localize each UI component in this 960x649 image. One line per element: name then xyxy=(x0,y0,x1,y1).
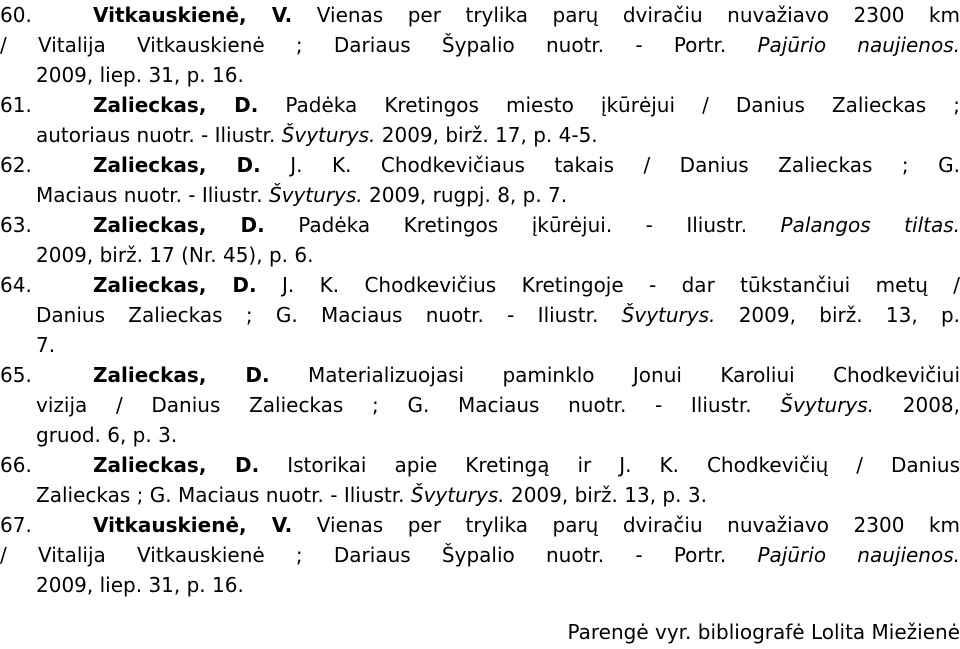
entry-number: 63. xyxy=(0,213,32,237)
entry-source: Švyturys. xyxy=(268,183,363,207)
entry-title: Padėka Kretingos miesto įkūrėjui / Danius Zalieckas ; xyxy=(285,93,960,117)
entry-60-line-3 xyxy=(36,60,960,90)
entry-64-line-3 xyxy=(36,330,960,360)
entry-responsibility: vizija / Danius Zalieckas ; G. Maciaus nuotr. - Iliustr. xyxy=(36,393,752,417)
entry-date-pages: gruod. 6, p. 3. xyxy=(36,423,178,447)
entry-66-line-2 xyxy=(36,480,960,510)
entry-number: 65. xyxy=(0,363,32,387)
entry-author: Zalieckas, D. xyxy=(93,363,270,387)
entry-page-tail: 7. xyxy=(36,333,56,357)
entry-66-line-1 xyxy=(0,450,960,480)
entry-author: Zalieckas, D. xyxy=(93,453,260,477)
compiler-credit: Parengė vyr. bibliografė Lolita Miežienė xyxy=(567,620,960,644)
entry-title: Istorikai apie Kretingą ir J. K. Chodkevičių / Danius xyxy=(287,453,960,477)
entry-responsibility: / Vitalija Vitkauskienė ; Dariaus Šypalio nuotr. - Portr. xyxy=(0,543,727,567)
entry-62-line-2 xyxy=(36,180,960,210)
entry-responsibility: Danius Zalieckas ; G. Maciaus nuotr. - Iliustr. xyxy=(36,303,599,327)
entry-title: J. K. Chodkevičiaus takais / Danius Zalieckas ; G. xyxy=(290,153,960,177)
entry-65-line-3 xyxy=(36,420,960,450)
entry-source: Švyturys. xyxy=(410,483,505,507)
entry-title: Padėka Kretingos įkūrėjui. - Iliustr. xyxy=(298,213,748,237)
entry-title: Materializuojasi paminklo Jonui Karoliui Chodkevičiui xyxy=(308,363,960,387)
entry-date-pages: 2009, liep. 31, p. 16. xyxy=(36,573,244,597)
entry-63-line-2 xyxy=(36,240,960,270)
entry-65-line-2 xyxy=(36,390,960,420)
entry-title: Vienas per trylika parų dviračiu nuvažiavo 2300 km xyxy=(316,513,960,537)
entry-number: 64. xyxy=(0,273,32,297)
entry-62-line-1 xyxy=(0,150,960,180)
entry-title: J. K. Chodkevičius Kretingoje - dar tūkstančiui metų / xyxy=(281,273,960,297)
entry-63-line-1 xyxy=(0,210,960,240)
entry-author: Zalieckas, D. xyxy=(93,153,261,177)
entry-date-pages: 2009, birž. 17 (Nr. 45), p. 6. xyxy=(36,243,314,267)
entry-author: Zalieckas, D. xyxy=(93,213,265,237)
entry-60-line-2 xyxy=(0,30,960,60)
entry-author: Vitkauskienė, V. xyxy=(93,3,293,27)
entry-year: 2008, xyxy=(902,393,960,417)
entry-64-line-2 xyxy=(36,300,960,330)
entry-source: Švyturys. xyxy=(281,123,376,147)
entry-date-pages: 2009, liep. 31, p. 16. xyxy=(36,63,244,87)
entry-67-line-3 xyxy=(36,570,960,600)
entry-date-pages: 2009, birž. 13, p. 3. xyxy=(510,483,707,507)
entry-author: Vitkauskienė, V. xyxy=(93,513,293,537)
entry-number: 67. xyxy=(0,513,32,537)
entry-number: 61. xyxy=(0,93,32,117)
entry-author: Zalieckas, D. xyxy=(93,93,259,117)
entry-date-pages: 2009, birž. 17, p. 4-5. xyxy=(381,123,598,147)
entry-number: 62. xyxy=(0,153,32,177)
entry-number: 60. xyxy=(0,3,32,27)
entry-67-line-1 xyxy=(0,510,960,540)
entry-responsibility: Maciaus nuotr. - Iliustr. xyxy=(36,183,263,207)
entry-source: Pajūrio naujienos. xyxy=(757,543,960,567)
entry-number: 66. xyxy=(0,453,32,477)
entry-60-line-1 xyxy=(0,0,960,30)
entry-67-line-2 xyxy=(0,540,960,570)
entry-date-pages: 2009, birž. 13, p. xyxy=(738,303,960,327)
entry-source: Švyturys. xyxy=(621,303,716,327)
entry-responsibility: autoriaus nuotr. - Iliustr. xyxy=(36,123,276,147)
entry-responsibility: Zalieckas ; G. Maciaus nuotr. - Iliustr. xyxy=(36,483,405,507)
entry-61-line-1 xyxy=(0,90,960,120)
entry-source: Pajūrio naujienos. xyxy=(757,33,960,57)
entry-date-pages: 2009, rugpj. 8, p. 7. xyxy=(369,183,568,207)
entry-64-line-1 xyxy=(0,270,960,300)
entry-61-line-2 xyxy=(36,120,960,150)
entry-author: Zalieckas, D. xyxy=(93,273,257,297)
entry-responsibility: / Vitalija Vitkauskienė ; Dariaus Šypalio nuotr. - Portr. xyxy=(0,33,727,57)
entry-title: Vienas per trylika parų dviračiu nuvažiavo 2300 km xyxy=(316,3,960,27)
entry-65-line-1 xyxy=(0,360,960,390)
entry-source: Palangos tiltas. xyxy=(780,213,960,237)
entry-source: Švyturys. xyxy=(780,393,875,417)
